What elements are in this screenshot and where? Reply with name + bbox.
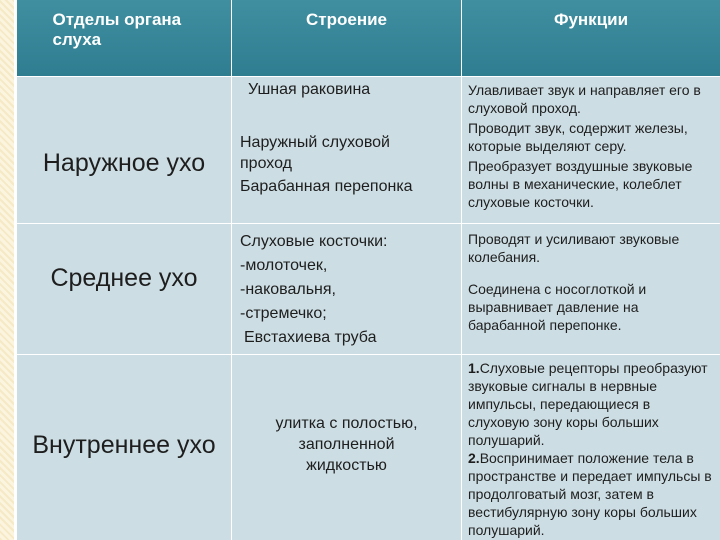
structure-item: Евстахиева труба bbox=[244, 329, 377, 346]
hearing-organ-table bbox=[16, 0, 720, 540]
table-container bbox=[16, 0, 720, 540]
table-row bbox=[17, 77, 720, 224]
structure-item: -стремечко; bbox=[240, 305, 327, 322]
structure-cell bbox=[232, 77, 462, 224]
structure-cell bbox=[232, 224, 462, 355]
structure-item: Барабанная перепонка bbox=[240, 178, 413, 195]
structure-item: улитка с полостью, заполненной жидкостью bbox=[275, 415, 418, 474]
function-item: Соединена с носоглоткой и выравнивает давление на барабанной перепонке. bbox=[468, 281, 647, 333]
function-cell bbox=[462, 355, 720, 540]
section-name: Внутреннее ухо bbox=[32, 431, 216, 459]
function-item bbox=[462, 355, 720, 449]
structure-item: Ушная раковина bbox=[248, 81, 371, 98]
decorative-stripe-border bbox=[0, 0, 14, 540]
section-cell bbox=[17, 355, 232, 540]
function-number: 2. bbox=[468, 450, 480, 466]
function-number: 1. bbox=[468, 360, 480, 376]
function-cell bbox=[462, 77, 720, 224]
section-name: Среднее ухо bbox=[50, 264, 198, 292]
function-item: Преобразует воздушные звуковые волны в механические, колеблет слуховые косточки. bbox=[468, 158, 693, 210]
header-functions: Функции bbox=[462, 0, 720, 77]
header-row bbox=[17, 0, 720, 77]
function-item bbox=[462, 449, 720, 539]
header-structure: Строение bbox=[232, 0, 462, 77]
section-name: Наружное ухо bbox=[42, 149, 206, 177]
function-text: Слуховые рецепторы преобразуют звуковые сигналы в нервные импульсы, передающиеся в слуховую зону коры больших полушарий. bbox=[468, 360, 708, 448]
structure-cell bbox=[232, 355, 462, 540]
function-cell bbox=[462, 224, 720, 355]
function-item: Проводит звук, содержит железы, которые выделяют серу. bbox=[468, 120, 688, 154]
structure-item: -молоточек, bbox=[240, 257, 328, 274]
structure-item: Наружный слуховой проход bbox=[240, 134, 390, 172]
section-cell bbox=[17, 77, 232, 224]
table-row bbox=[17, 355, 720, 540]
table-row bbox=[17, 224, 720, 355]
function-item: Улавливает звук и направляет его в слуховой проход. bbox=[468, 82, 701, 116]
section-cell bbox=[17, 224, 232, 355]
function-text: Воспринимает положение тела в пространстве и передает импульсы в продолговатый мозг, затем в вестибулярную зону коры больших полушарий. bbox=[468, 450, 712, 538]
function-item: Проводят и усиливают звуковые колебания. bbox=[468, 231, 680, 265]
structure-item: Слуховые косточки: bbox=[240, 233, 388, 250]
header-sections: Отделы органа слуха bbox=[17, 0, 232, 77]
structure-item: -наковальня, bbox=[240, 281, 336, 298]
